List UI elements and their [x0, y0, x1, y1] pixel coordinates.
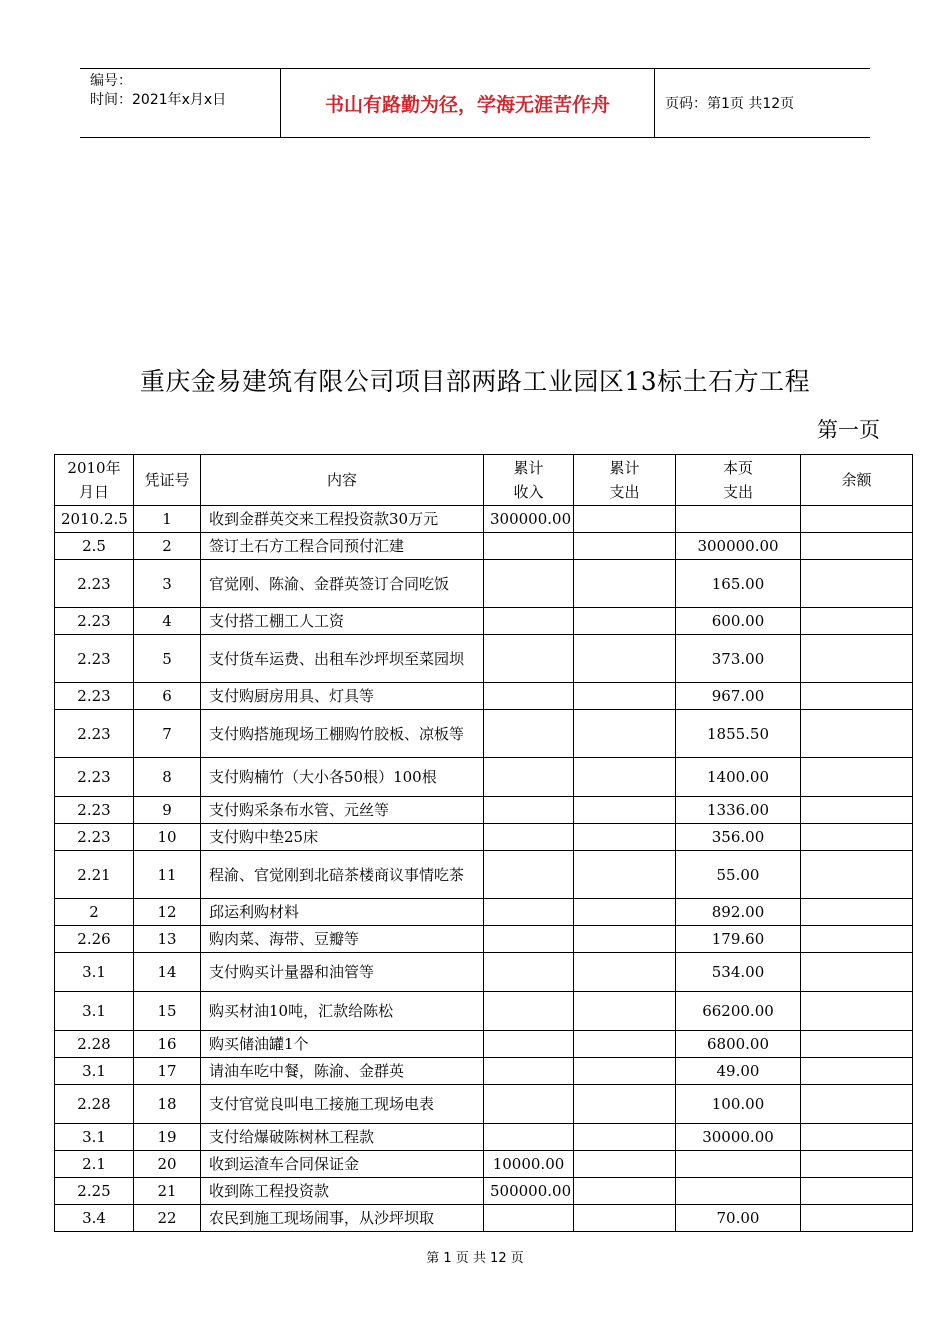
cell-income	[484, 1031, 574, 1058]
cell-page-expense: 66200.00	[676, 992, 801, 1031]
cell-expense	[574, 1205, 676, 1232]
page-footer: 第 1 页 共 12 页	[426, 1251, 524, 1266]
cell-page-expense: 300000.00	[676, 533, 801, 560]
cell-expense	[574, 797, 676, 824]
cell-income	[484, 758, 574, 797]
cell-voucher: 20	[134, 1151, 201, 1178]
table-row	[55, 926, 913, 953]
cell-voucher: 5	[134, 635, 201, 683]
table-row	[55, 560, 913, 608]
cell-page-expense: 49.00	[676, 1058, 801, 1085]
cell-page-expense: 356.00	[676, 824, 801, 851]
page-label: 第一页	[817, 418, 880, 442]
table-row	[55, 1151, 913, 1178]
cell-voucher: 13	[134, 926, 201, 953]
cell-income	[484, 710, 574, 758]
ledger-table	[54, 454, 913, 1232]
cell-balance	[801, 683, 913, 710]
cell-voucher: 2	[134, 533, 201, 560]
cell-expense	[574, 851, 676, 899]
cell-expense	[574, 899, 676, 926]
cell-balance	[801, 506, 913, 533]
cell-date: 2.23	[55, 683, 134, 710]
cell-balance	[801, 797, 913, 824]
cell-content: 购肉菜、海带、豆瓣等	[201, 926, 484, 953]
cell-content: 收到金群英交来工程投资款30万元	[201, 506, 484, 533]
table-row	[55, 1031, 913, 1058]
cell-voucher: 18	[134, 1085, 201, 1124]
cell-date: 3.4	[55, 1205, 134, 1232]
table-row	[55, 710, 913, 758]
cell-expense	[574, 824, 676, 851]
cell-expense	[574, 710, 676, 758]
cell-page-expense: 179.60	[676, 926, 801, 953]
cell-balance	[801, 1178, 913, 1205]
cell-voucher: 10	[134, 824, 201, 851]
cell-content: 支付搭工棚工人工资	[201, 608, 484, 635]
cell-expense	[574, 1124, 676, 1151]
cell-content: 支付购采条布水管、元丝等	[201, 797, 484, 824]
cell-balance	[801, 953, 913, 992]
cell-balance	[801, 560, 913, 608]
cell-balance	[801, 635, 913, 683]
cell-content: 请油车吃中餐，陈渝、金群英	[201, 1058, 484, 1085]
cell-page-expense: 100.00	[676, 1085, 801, 1124]
cell-page-expense: 967.00	[676, 683, 801, 710]
cell-income	[484, 824, 574, 851]
cell-date: 3.1	[55, 1124, 134, 1151]
table-row	[55, 1178, 913, 1205]
table-row	[55, 992, 913, 1031]
table-row	[55, 533, 913, 560]
cell-page-expense	[676, 1178, 801, 1205]
cell-date: 2.23	[55, 635, 134, 683]
cell-income: 500000.00	[484, 1178, 574, 1205]
ledger-body	[55, 506, 913, 1232]
table-row	[55, 1124, 913, 1151]
cell-voucher: 6	[134, 683, 201, 710]
cell-page-expense: 1855.50	[676, 710, 801, 758]
cell-voucher: 9	[134, 797, 201, 824]
cell-income	[484, 953, 574, 992]
cell-expense	[574, 953, 676, 992]
cell-balance	[801, 1031, 913, 1058]
cell-voucher: 19	[134, 1124, 201, 1151]
cell-date: 2.23	[55, 710, 134, 758]
cell-expense	[574, 683, 676, 710]
cell-voucher: 15	[134, 992, 201, 1031]
cell-expense	[574, 1031, 676, 1058]
header-balance: 余额	[801, 455, 913, 506]
header-page-info: 页码：第1页 共12页	[665, 96, 795, 112]
cell-content: 支付购楠竹（大小各50根）100根	[201, 758, 484, 797]
cell-balance	[801, 608, 913, 635]
cell-content: 购买材油10吨，汇款给陈松	[201, 992, 484, 1031]
number-label: 编号：	[90, 73, 132, 89]
cell-date: 2	[55, 899, 134, 926]
table-row	[55, 899, 913, 926]
cell-balance	[801, 899, 913, 926]
cell-page-expense: 165.00	[676, 560, 801, 608]
cell-content: 支付购厨房用具、灯具等	[201, 683, 484, 710]
document-title: 重庆金易建筑有限公司项目部两路工业园区13标土石方工程	[139, 367, 811, 396]
cell-expense	[574, 635, 676, 683]
cell-page-expense	[676, 1151, 801, 1178]
cell-voucher: 16	[134, 1031, 201, 1058]
table-row	[55, 758, 913, 797]
cell-expense	[574, 506, 676, 533]
cell-date: 2.28	[55, 1085, 134, 1124]
table-row	[55, 1205, 913, 1232]
cell-voucher: 7	[134, 710, 201, 758]
table-row	[55, 851, 913, 899]
cell-voucher: 17	[134, 1058, 201, 1085]
cell-content: 程渝、官觉刚到北碚茶楼商议事情吃茶	[201, 851, 484, 899]
cell-content: 支付购买计量器和油管等	[201, 953, 484, 992]
cell-balance	[801, 758, 913, 797]
cell-balance	[801, 710, 913, 758]
cell-date: 2.23	[55, 797, 134, 824]
header-content: 内容	[201, 455, 484, 506]
cell-page-expense: 1400.00	[676, 758, 801, 797]
cell-date: 2.23	[55, 824, 134, 851]
cell-voucher: 3	[134, 560, 201, 608]
cell-page-expense: 600.00	[676, 608, 801, 635]
cell-income	[484, 560, 574, 608]
cell-balance	[801, 992, 913, 1031]
cell-income	[484, 1205, 574, 1232]
cell-date: 2.1	[55, 1151, 134, 1178]
table-row	[55, 1058, 913, 1085]
cell-content: 官觉刚、陈渝、金群英签订合同吃饭	[201, 560, 484, 608]
cell-page-expense: 30000.00	[676, 1124, 801, 1151]
cell-date: 2.23	[55, 758, 134, 797]
cell-income: 300000.00	[484, 506, 574, 533]
cell-content: 收到陈工程投资款	[201, 1178, 484, 1205]
table-row	[55, 797, 913, 824]
cell-expense	[574, 533, 676, 560]
cell-income	[484, 608, 574, 635]
cell-content: 支付官觉良叫电工接施工现场电表	[201, 1085, 484, 1124]
cell-expense	[574, 992, 676, 1031]
cell-income	[484, 683, 574, 710]
table-row	[55, 683, 913, 710]
cell-income	[484, 926, 574, 953]
cell-income	[484, 851, 574, 899]
cell-balance	[801, 824, 913, 851]
cell-content: 收到运渣车合同保证金	[201, 1151, 484, 1178]
table-row	[55, 608, 913, 635]
cell-income	[484, 899, 574, 926]
cell-expense	[574, 926, 676, 953]
cell-page-expense: 6800.00	[676, 1031, 801, 1058]
cell-expense	[574, 1058, 676, 1085]
table-row	[55, 506, 913, 533]
cell-date: 2010.2.5	[55, 506, 134, 533]
cell-page-expense: 55.00	[676, 851, 801, 899]
cell-income	[484, 1124, 574, 1151]
cell-content: 支付购中垫25床	[201, 824, 484, 851]
cell-income	[484, 1085, 574, 1124]
cell-income	[484, 533, 574, 560]
cell-balance	[801, 1124, 913, 1151]
cell-date: 2.25	[55, 1178, 134, 1205]
cell-balance	[801, 1205, 913, 1232]
table-row	[55, 1085, 913, 1124]
header-date: 2010年 月日	[55, 455, 134, 506]
cell-date: 3.1	[55, 992, 134, 1031]
cell-expense	[574, 1085, 676, 1124]
cell-page-expense: 70.00	[676, 1205, 801, 1232]
cell-date: 2.5	[55, 533, 134, 560]
cell-expense	[574, 1151, 676, 1178]
cell-page-expense: 534.00	[676, 953, 801, 992]
header-income: 累计 收入	[484, 455, 574, 506]
cell-page-expense: 373.00	[676, 635, 801, 683]
table-row	[55, 635, 913, 683]
cell-voucher: 22	[134, 1205, 201, 1232]
cell-date: 2.28	[55, 1031, 134, 1058]
cell-date: 2.26	[55, 926, 134, 953]
cell-content: 签订土石方工程合同预付汇建	[201, 533, 484, 560]
header-page-expense: 本页 支出	[676, 455, 801, 506]
cell-expense	[574, 560, 676, 608]
cell-income: 10000.00	[484, 1151, 574, 1178]
cell-expense	[574, 1178, 676, 1205]
cell-content: 购买储油罐1个	[201, 1031, 484, 1058]
cell-date: 3.1	[55, 1058, 134, 1085]
cell-voucher: 11	[134, 851, 201, 899]
document-header	[80, 68, 870, 138]
cell-date: 3.1	[55, 953, 134, 992]
cell-income	[484, 992, 574, 1031]
cell-income	[484, 635, 574, 683]
cell-voucher: 12	[134, 899, 201, 926]
cell-page-expense: 1336.00	[676, 797, 801, 824]
cell-income	[484, 797, 574, 824]
cell-content: 邱运利购材料	[201, 899, 484, 926]
cell-content: 支付给爆破陈树林工程款	[201, 1124, 484, 1151]
cell-balance	[801, 851, 913, 899]
cell-voucher: 1	[134, 506, 201, 533]
cell-page-expense	[676, 506, 801, 533]
cell-date: 2.23	[55, 560, 134, 608]
cell-voucher: 8	[134, 758, 201, 797]
cell-content: 支付购搭施现场工棚购竹胶板、凉板等	[201, 710, 484, 758]
header-expense: 累计 支出	[574, 455, 676, 506]
table-header-row	[55, 455, 913, 506]
table-row	[55, 953, 913, 992]
cell-balance	[801, 926, 913, 953]
cell-balance	[801, 533, 913, 560]
cell-content: 支付货车运费、出租车沙坪坝至菜园坝	[201, 635, 484, 683]
cell-income	[484, 1058, 574, 1085]
header-motto: 书山有路勤为径，学海无涯苦作舟	[281, 69, 655, 137]
cell-balance	[801, 1151, 913, 1178]
cell-balance	[801, 1058, 913, 1085]
table-row	[55, 824, 913, 851]
cell-voucher: 21	[134, 1178, 201, 1205]
header-voucher: 凭证号	[134, 455, 201, 506]
cell-page-expense: 892.00	[676, 899, 801, 926]
cell-content: 农民到施工现场闹事，从沙坪坝取	[201, 1205, 484, 1232]
time-label: 时间：2021年x月x日	[90, 92, 227, 108]
cell-voucher: 14	[134, 953, 201, 992]
cell-voucher: 4	[134, 608, 201, 635]
cell-expense	[574, 758, 676, 797]
cell-date: 2.23	[55, 608, 134, 635]
cell-expense	[574, 608, 676, 635]
cell-date: 2.21	[55, 851, 134, 899]
cell-balance	[801, 1085, 913, 1124]
header-meta	[80, 69, 281, 137]
